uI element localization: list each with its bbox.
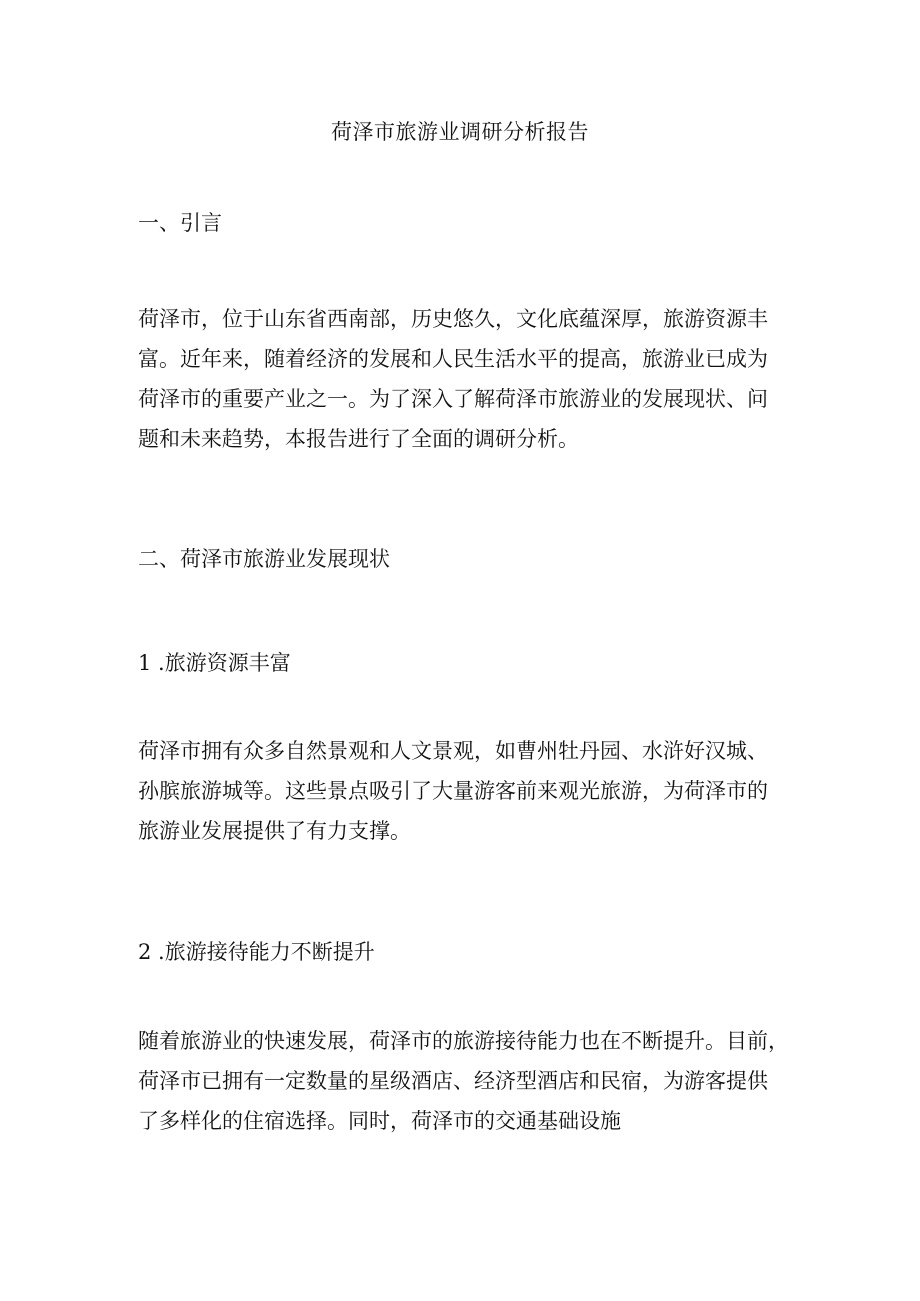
paragraph-line: 旅游业发展提供了有力支撑。 [138,819,411,843]
paragraph-reception-capacity [138,1021,788,1141]
subsection-heading-reception-capacity: 2 .旅游接待能力不断提升 [138,940,375,964]
paragraph-line: 题和未来趋势，本报告进行了全面的调研分析。 [138,427,579,451]
paragraph-line: 孙膑旅游城等。这些景点吸引了大量游客前来观光旅游，为荷泽市的 [138,779,768,803]
section-heading-current-status: 二、荷泽市旅游业发展现状 [138,547,390,571]
paragraph-line: 富。近年来，随着经济的发展和人民生活水平的提高，旅游业已成为 [138,347,768,371]
paragraph-line: 荷泽市，位于山东省西南部，历史悠久，文化底蕴深厚，旅游资源丰 [138,307,768,331]
subsection-heading-resources: 1 .旅游资源丰富 [138,651,291,675]
paragraph-line: 荷泽市拥有众多自然景观和人文景观，如曹州牡丹园、水浒好汉城、 [138,739,768,763]
section-heading-introduction: 一、引言 [138,211,222,235]
paragraph-line: 荷泽市已拥有一定数量的星级酒店、经济型酒店和民宿，为游客提供 [138,1069,768,1093]
paragraph-introduction [138,299,788,459]
paragraph-resources [138,731,788,851]
paragraph-line: 荷泽市的重要产业之一。为了深入了解荷泽市旅游业的发展现状、问 [138,387,768,411]
paragraph-line: 了多样化的住宿选择。同时，荷泽市的交通基础设施 [138,1109,621,1133]
document-title: 荷泽市旅游业调研分析报告 [331,120,589,144]
paragraph-line: 随着旅游业的快速发展，荷泽市的旅游接待能力也在不断提升。目前， [138,1029,789,1053]
